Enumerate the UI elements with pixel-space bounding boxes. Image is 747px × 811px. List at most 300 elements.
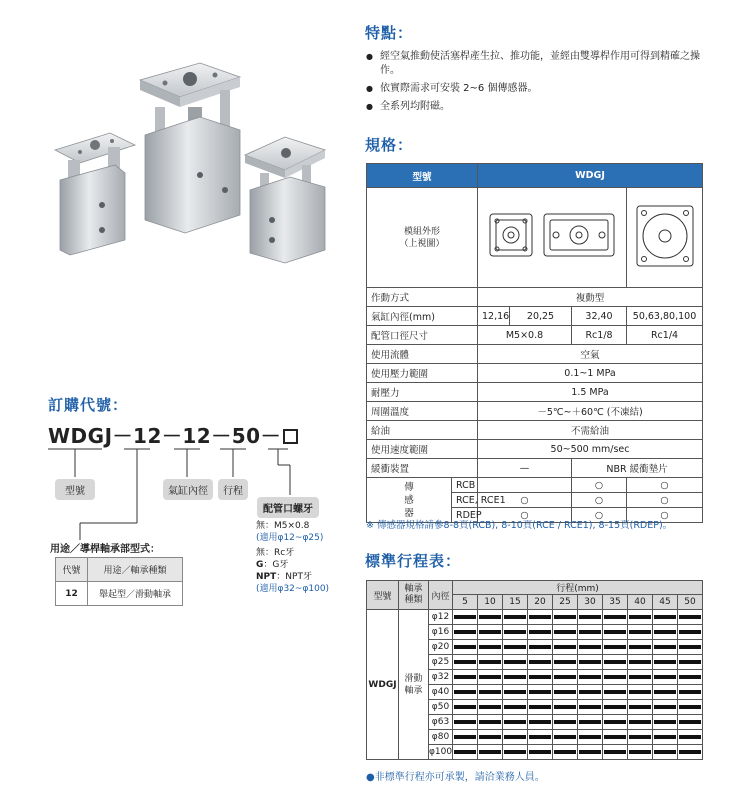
stroke-bore: φ32 — [429, 670, 453, 685]
top-view-diagram-small — [484, 206, 620, 266]
spec-proof-label: 耐壓力 — [367, 383, 478, 402]
stroke-cell — [453, 745, 478, 760]
stroke-available-bar — [654, 705, 676, 709]
order-code-separator: － — [161, 424, 183, 448]
order-code-usage: 12 — [133, 424, 162, 448]
stroke-value-header: 40 — [628, 595, 653, 610]
top-view-diagram-large — [632, 201, 698, 271]
stroke-available-bar — [679, 630, 701, 634]
spec-bore-value: 32,40 — [572, 307, 627, 326]
spec-title: 規格： — [365, 136, 414, 154]
stroke-cell — [478, 640, 503, 655]
order-code-separator: － — [211, 424, 232, 448]
port-option-2-g: G：G牙 — [256, 560, 289, 570]
spec-action-value: 複動型 — [478, 288, 703, 307]
stroke-cell — [628, 715, 653, 730]
stroke-available-bar — [629, 615, 651, 619]
stroke-cell — [528, 670, 553, 685]
stroke-cell — [653, 610, 678, 625]
stroke-available-bar — [629, 735, 651, 739]
stroke-cell — [578, 655, 603, 670]
stroke-available-bar — [679, 690, 701, 694]
stroke-available-bar — [679, 705, 701, 709]
stroke-cell — [653, 700, 678, 715]
usage-col-code: 代號 — [56, 558, 88, 582]
stroke-cell — [478, 700, 503, 715]
stroke-cell — [603, 640, 628, 655]
stroke-cell — [628, 640, 653, 655]
spec-bore-value: 12,16 — [478, 307, 510, 326]
stroke-cell — [603, 625, 628, 640]
cylinder-small-graphic — [55, 133, 135, 255]
stroke-available-bar — [679, 645, 701, 649]
stroke-available-bar — [629, 750, 651, 754]
stroke-cell — [453, 730, 478, 745]
spec-cushion-value: NBR 緩衝墊片 — [572, 459, 703, 478]
stroke-bore: φ100 — [429, 745, 453, 760]
stroke-available-bar — [504, 675, 526, 679]
stroke-cell — [453, 625, 478, 640]
stroke-value-header: 25 — [553, 595, 578, 610]
product-image — [40, 55, 340, 265]
stroke-available-bar — [579, 630, 601, 634]
stroke-available-bar — [454, 660, 476, 664]
stroke-available-bar — [504, 735, 526, 739]
order-code-separator: － — [112, 424, 134, 448]
spec-note: ※ 傳感器規格請參8-8頁(RCB), 8-10頁(RCE / RCE1), 8-15頁(RDEP)。 — [366, 520, 673, 531]
sensor-mark: ○ — [627, 478, 703, 493]
spec-head-model: 型號 — [367, 164, 478, 188]
stroke-bore: φ25 — [429, 655, 453, 670]
label-model: 型號 — [55, 479, 95, 500]
order-code-stroke: 50 — [231, 424, 261, 448]
order-code-port-box — [283, 429, 298, 444]
feature-item: ● 經空氣推動使活塞桿產生拉、推功能，並經由雙導桿作用可得到精確之操作。 — [366, 50, 716, 78]
stroke-available-bar — [529, 630, 551, 634]
stroke-available-bar — [629, 675, 651, 679]
stroke-cell — [578, 625, 603, 640]
feature-item: ● 依實際需求可安裝 2~6 個傳感器。 — [366, 82, 716, 96]
stroke-available-bar — [654, 645, 676, 649]
stroke-cell — [628, 700, 653, 715]
stroke-cell — [678, 640, 703, 655]
stroke-available-bar — [479, 750, 501, 754]
cylinder-right-graphic — [245, 137, 325, 263]
stroke-col-model: 型號 — [367, 581, 399, 610]
stroke-available-bar — [679, 720, 701, 724]
stroke-col-stroke: 行程(mm) — [453, 581, 703, 595]
stroke-cell — [653, 625, 678, 640]
stroke-cell — [628, 625, 653, 640]
stroke-cell — [578, 730, 603, 745]
stroke-available-bar — [479, 690, 501, 694]
stroke-available-bar — [529, 660, 551, 664]
features-list — [366, 50, 716, 118]
stroke-available-bar — [654, 735, 676, 739]
spec-fluid-value: 空氣 — [478, 345, 703, 364]
stroke-cell — [528, 655, 553, 670]
stroke-bore: φ40 — [429, 685, 453, 700]
stroke-cell — [628, 685, 653, 700]
usage-row-desc: 舉起型／滑動軸承 — [88, 582, 183, 606]
usage-title: 用途／導桿軸承部型式： — [50, 544, 160, 555]
usage-row-code: 12 — [56, 582, 88, 606]
stroke-available-bar — [504, 615, 526, 619]
stroke-available-bar — [604, 675, 626, 679]
stroke-cell — [528, 685, 553, 700]
stroke-available-bar — [479, 675, 501, 679]
spec-table — [366, 163, 703, 523]
stroke-available-bar — [604, 660, 626, 664]
stroke-cell — [453, 670, 478, 685]
stroke-available-bar — [554, 750, 576, 754]
stroke-cell — [603, 610, 628, 625]
stroke-available-bar — [454, 675, 476, 679]
stroke-available-bar — [454, 630, 476, 634]
stroke-cell — [603, 700, 628, 715]
stroke-cell — [553, 625, 578, 640]
stroke-cell — [478, 745, 503, 760]
stroke-available-bar — [654, 675, 676, 679]
order-code-model: WDGJ — [48, 424, 113, 448]
stroke-note: ●非標準行程亦可承製，請洽業務人員。 — [366, 772, 545, 783]
stroke-cell — [678, 655, 703, 670]
stroke-cell — [603, 730, 628, 745]
stroke-available-bar — [529, 615, 551, 619]
sensor-mark: ○ — [478, 508, 572, 523]
order-code-separator: － — [260, 424, 282, 448]
stroke-available-bar — [604, 705, 626, 709]
stroke-available-bar — [579, 705, 601, 709]
spec-port-value: M5×0.8 — [478, 326, 572, 345]
spec-cushion-value: — — [478, 459, 572, 478]
label-port: 配管口螺牙 — [257, 497, 319, 518]
stroke-available-bar — [579, 645, 601, 649]
usage-col-desc: 用途／軸承種類 — [88, 558, 183, 582]
usage-table — [55, 557, 183, 606]
stroke-available-bar — [604, 615, 626, 619]
stroke-cell — [553, 655, 578, 670]
stroke-available-bar — [479, 630, 501, 634]
stroke-cell — [678, 670, 703, 685]
stroke-cell — [453, 700, 478, 715]
stroke-cell — [528, 610, 553, 625]
stroke-cell — [528, 745, 553, 760]
stroke-cell — [453, 640, 478, 655]
stroke-available-bar — [454, 645, 476, 649]
spec-proof-value: 1.5 MPa — [478, 383, 703, 402]
stroke-cell — [678, 745, 703, 760]
stroke-cell — [503, 745, 528, 760]
stroke-available-bar — [454, 615, 476, 619]
stroke-cell — [478, 610, 503, 625]
stroke-cell — [503, 610, 528, 625]
spec-pressure-value: 0.1~1 MPa — [478, 364, 703, 383]
stroke-cell — [553, 715, 578, 730]
spec-pressure-label: 使用壓力範圍 — [367, 364, 478, 383]
stroke-available-bar — [554, 660, 576, 664]
spec-bore-label: 氣缸內徑(mm) — [367, 307, 478, 326]
spec-lube-value: 不需給油 — [478, 421, 703, 440]
port-option-1-line1: 無：M5×0.8 — [256, 521, 310, 531]
stroke-cell — [678, 730, 703, 745]
stroke-cell — [603, 685, 628, 700]
stroke-cell — [503, 700, 528, 715]
stroke-available-bar — [454, 690, 476, 694]
stroke-value-header: 45 — [653, 595, 678, 610]
stroke-bore: φ20 — [429, 640, 453, 655]
stroke-available-bar — [504, 750, 526, 754]
spec-temp-label: 周圍溫度 — [367, 402, 478, 421]
stroke-cell — [578, 685, 603, 700]
stroke-available-bar — [654, 690, 676, 694]
stroke-cell — [528, 625, 553, 640]
stroke-cell — [453, 715, 478, 730]
spec-fluid-label: 使用流體 — [367, 345, 478, 364]
stroke-available-bar — [504, 705, 526, 709]
stroke-available-bar — [604, 720, 626, 724]
stroke-available-bar — [629, 690, 651, 694]
sensor-rcb-label: RCB — [452, 478, 478, 493]
port-option-2-line4: (適用φ32~φ100) — [256, 584, 330, 594]
shape-diagram-large — [627, 188, 703, 288]
stroke-available-bar — [579, 675, 601, 679]
stroke-available-bar — [554, 735, 576, 739]
spec-lube-label: 給油 — [367, 421, 478, 440]
spec-temp-value: －5℃~＋60℃ (不凍結) — [478, 402, 703, 421]
stroke-cell — [678, 700, 703, 715]
stroke-cell — [653, 730, 678, 745]
port-option-2-npt: NPT：NPT牙 — [256, 572, 312, 582]
stroke-cell — [503, 625, 528, 640]
stroke-available-bar — [604, 750, 626, 754]
stroke-available-bar — [454, 705, 476, 709]
spec-bore-value: 20,25 — [510, 307, 572, 326]
stroke-row — [367, 610, 703, 625]
stroke-cell — [503, 670, 528, 685]
stroke-cell — [653, 670, 678, 685]
stroke-bore: φ80 — [429, 730, 453, 745]
stroke-available-bar — [554, 645, 576, 649]
stroke-cell — [603, 670, 628, 685]
stroke-available-bar — [579, 690, 601, 694]
stroke-available-bar — [579, 720, 601, 724]
stroke-available-bar — [479, 660, 501, 664]
sensor-mark: ○ — [478, 493, 572, 508]
stroke-cell — [503, 640, 528, 655]
order-code-title: 訂購代號： — [48, 396, 129, 414]
sensor-mark: ○ — [627, 508, 703, 523]
stroke-available-bar — [529, 705, 551, 709]
stroke-available-bar — [504, 660, 526, 664]
stroke-cell — [503, 715, 528, 730]
stroke-available-bar — [554, 615, 576, 619]
spec-action-label: 作動方式 — [367, 288, 478, 307]
stroke-cell — [653, 745, 678, 760]
spec-bore-value: 50,63,80,100 — [627, 307, 703, 326]
stroke-cell — [578, 700, 603, 715]
stroke-available-bar — [554, 690, 576, 694]
stroke-value-header: 30 — [578, 595, 603, 610]
sensor-rdep-label: RDEP — [452, 508, 478, 523]
stroke-available-bar — [529, 750, 551, 754]
stroke-available-bar — [454, 750, 476, 754]
stroke-available-bar — [604, 645, 626, 649]
spec-port-value: Rc1/4 — [627, 326, 703, 345]
stroke-available-bar — [529, 690, 551, 694]
stroke-available-bar — [554, 630, 576, 634]
stroke-available-bar — [529, 675, 551, 679]
stroke-available-bar — [579, 660, 601, 664]
stroke-available-bar — [479, 720, 501, 724]
stroke-bore: φ63 — [429, 715, 453, 730]
stroke-cell — [478, 655, 503, 670]
stroke-cell — [478, 670, 503, 685]
stroke-table — [366, 580, 703, 760]
sensor-mark: ○ — [572, 478, 627, 493]
stroke-cell — [478, 685, 503, 700]
stroke-title: 標準行程表： — [365, 552, 462, 570]
stroke-bearing: 滑動 軸承 — [399, 610, 429, 760]
stroke-available-bar — [529, 645, 551, 649]
stroke-cell — [453, 610, 478, 625]
stroke-cell — [553, 730, 578, 745]
stroke-cell — [478, 625, 503, 640]
stroke-cell — [553, 745, 578, 760]
shape-label: 模組外形 （上視圖） — [367, 188, 478, 288]
stroke-col-bearing: 軸承 種類 — [399, 581, 429, 610]
stroke-available-bar — [479, 705, 501, 709]
sensor-mark — [478, 478, 572, 493]
label-stroke: 行程 — [218, 479, 248, 500]
stroke-cell — [628, 745, 653, 760]
stroke-cell — [653, 685, 678, 700]
sensor-mark: ○ — [572, 493, 627, 508]
stroke-bore: φ16 — [429, 625, 453, 640]
stroke-value-header: 20 — [528, 595, 553, 610]
stroke-cell — [678, 610, 703, 625]
stroke-cell — [653, 655, 678, 670]
stroke-value-header: 50 — [678, 595, 703, 610]
stroke-cell — [553, 640, 578, 655]
stroke-available-bar — [504, 645, 526, 649]
stroke-available-bar — [629, 630, 651, 634]
port-option-1-line2: (適用φ12~φ25) — [256, 533, 324, 543]
stroke-cell — [578, 715, 603, 730]
stroke-available-bar — [629, 705, 651, 709]
stroke-available-bar — [604, 630, 626, 634]
stroke-cell — [578, 745, 603, 760]
stroke-available-bar — [529, 735, 551, 739]
stroke-available-bar — [654, 720, 676, 724]
stroke-cell — [628, 670, 653, 685]
stroke-available-bar — [654, 630, 676, 634]
stroke-col-bore: 內徑 — [429, 581, 453, 610]
stroke-available-bar — [604, 735, 626, 739]
stroke-available-bar — [504, 690, 526, 694]
order-code-bore: 12 — [182, 424, 212, 448]
stroke-value-header: 15 — [503, 595, 528, 610]
stroke-available-bar — [479, 735, 501, 739]
cylinder-large-graphic — [140, 63, 240, 233]
stroke-available-bar — [604, 690, 626, 694]
stroke-cell — [553, 610, 578, 625]
stroke-cell — [553, 670, 578, 685]
stroke-available-bar — [479, 645, 501, 649]
stroke-model: WDGJ — [367, 610, 399, 760]
stroke-cell — [478, 730, 503, 745]
stroke-value-header: 5 — [453, 595, 478, 610]
stroke-available-bar — [654, 660, 676, 664]
stroke-bore: φ50 — [429, 700, 453, 715]
stroke-available-bar — [454, 735, 476, 739]
stroke-cell — [578, 670, 603, 685]
stroke-available-bar — [654, 615, 676, 619]
stroke-available-bar — [679, 615, 701, 619]
stroke-cell — [678, 625, 703, 640]
sensor-mark: ○ — [572, 508, 627, 523]
stroke-cell — [503, 730, 528, 745]
stroke-cell — [628, 610, 653, 625]
stroke-cell — [578, 640, 603, 655]
stroke-cell — [453, 685, 478, 700]
port-option-2 — [256, 547, 329, 595]
stroke-cell — [653, 715, 678, 730]
stroke-available-bar — [554, 720, 576, 724]
stroke-cell — [478, 715, 503, 730]
sensor-label: 傳 感 器 — [367, 478, 452, 523]
stroke-available-bar — [679, 660, 701, 664]
stroke-cell — [553, 700, 578, 715]
stroke-cell — [528, 700, 553, 715]
stroke-cell — [678, 685, 703, 700]
stroke-cell — [553, 685, 578, 700]
shape-diagrams-small — [478, 188, 627, 288]
stroke-value-header: 10 — [478, 595, 503, 610]
stroke-available-bar — [579, 750, 601, 754]
stroke-available-bar — [529, 720, 551, 724]
spec-head-wdgj: WDGJ — [478, 164, 703, 188]
spec-port-value: Rc1/8 — [572, 326, 627, 345]
label-bore: 氣缸內徑 — [163, 479, 213, 500]
stroke-available-bar — [504, 630, 526, 634]
port-option-2-line1: 無：Rc牙 — [256, 548, 295, 558]
spec-speed-label: 使用速度範圍 — [367, 440, 478, 459]
stroke-available-bar — [579, 615, 601, 619]
spec-port-label: 配管口徑尺寸 — [367, 326, 478, 345]
stroke-cell — [528, 730, 553, 745]
stroke-available-bar — [654, 750, 676, 754]
stroke-value-header: 35 — [603, 595, 628, 610]
feature-item: ● 全系列均附磁。 — [366, 100, 716, 114]
stroke-cell — [603, 715, 628, 730]
stroke-cell — [653, 640, 678, 655]
port-option-1 — [256, 520, 323, 544]
stroke-cell — [603, 655, 628, 670]
stroke-cell — [603, 745, 628, 760]
stroke-cell — [628, 655, 653, 670]
stroke-available-bar — [479, 615, 501, 619]
stroke-cell — [678, 715, 703, 730]
stroke-available-bar — [579, 735, 601, 739]
stroke-available-bar — [554, 675, 576, 679]
stroke-cell — [528, 640, 553, 655]
stroke-bore: φ12 — [429, 610, 453, 625]
stroke-available-bar — [679, 750, 701, 754]
stroke-available-bar — [679, 675, 701, 679]
sensor-rce-label: RCE, RCE1 — [452, 493, 478, 508]
stroke-cell — [453, 655, 478, 670]
